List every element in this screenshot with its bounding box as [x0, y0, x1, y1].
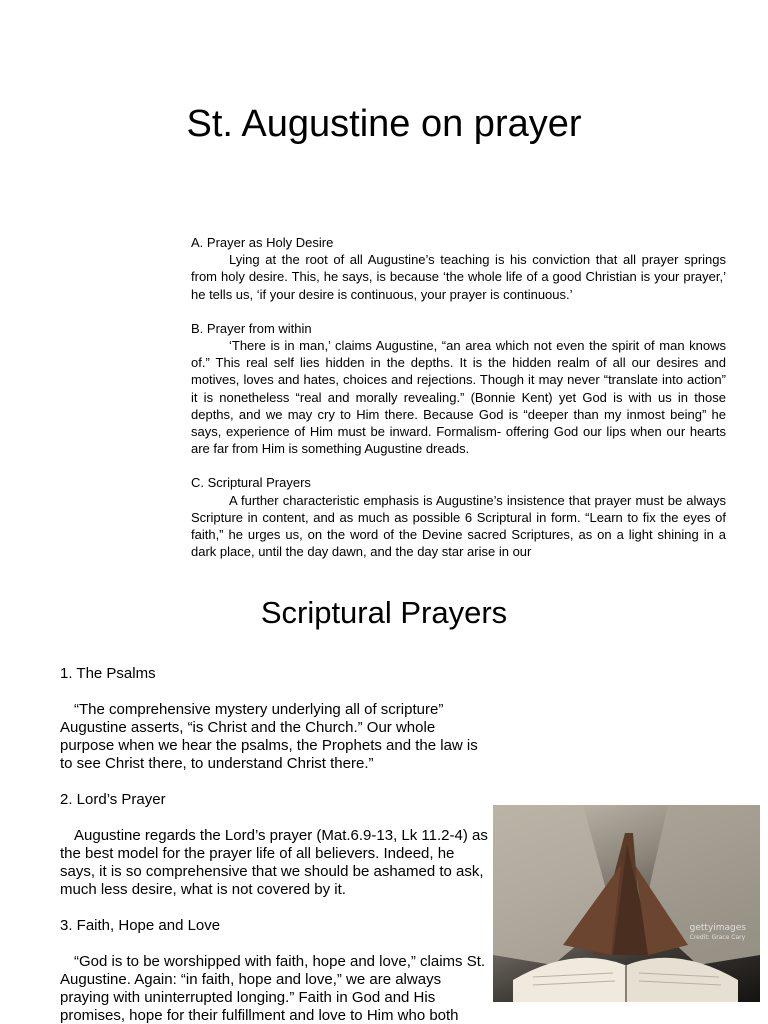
section-paragraph: Augustine regards the Lord’s prayer (Mat.6.9-13, Lk 11.2-4) as the best model for the prayer life of all believers. Indeed, he says, it is so comprehensive that we should be ashamed to ask, much less desire, what is not covered by it. — [60, 827, 488, 898]
section-heading: A. Prayer as Holy Desire — [191, 235, 334, 250]
section-heading: 1. The Psalms — [60, 665, 156, 682]
section-paragraph: ‘There is in man,’ claims Augustine, “an area which not even the spirit of man knows of.” This real self lies hidden in the depths. It is the hidden realm of all our desires and motives, loves and hates, choices and rejections. Though it may never “translate into action” it is nonetheless “real and morally revealing.” (Bonnie Kent) yet God is with us in those depths, and we may cry to Him there. Because God is “deeper than my inmost being” he says, experience of Him must be inward. Formalism- offering God our lips when our hearts are far from Him is something Augustine dreads. — [191, 338, 726, 457]
photo-watermark: gettyimages Credit: Grace Cary — [689, 923, 746, 941]
text-box — [60, 665, 490, 1024]
section-heading: 2. Lord’s Prayer — [60, 791, 166, 808]
text-box — [191, 234, 726, 576]
section-paragraph: Lying at the root of all Augustine’s teaching is his conviction that all prayer springs from holy desire. This, he says, is because ‘the whole life of a good Christian is your prayer,’ he tells us, ‘if your desire is continuous, your prayer is continuous.’ — [191, 252, 726, 302]
praying-hands-photo — [493, 805, 760, 1002]
section-heading: B. Prayer from within — [191, 320, 312, 336]
section-paragraph: A further characteristic emphasis is Augustine’s insistence that prayer must be always Scripture in content, and as much as possible 6 Scriptural in form. “Learn to fix the eyes of faith,” he urges us, on the word of the Devine sacred Scriptures, as on a light shining in a dark place, until the day dawn, and the day star arise in our — [191, 492, 726, 560]
section-title: Scriptural Prayers — [260, 595, 508, 630]
section-paragraph: “The comprehensive mystery underlying all of scripture” Augustine asserts, “is Christ and the Church.” Our whole purpose when we hear the psalms, the Prophets and the law is to see Christ there, to understand Christ there.” — [60, 701, 478, 772]
section-paragraph: “God is to be worshipped with faith, hope and love,” claims St. Augustine. Again: “in faith, hope and love,” we are always praying with uninterrupted longing.” Faith in God and His promises, hope for their fulfillment and love to Him who both — [60, 953, 486, 1024]
section-heading: 3. Faith, Hope and Love — [60, 917, 221, 934]
section-heading: C. Scriptural Prayers — [191, 475, 311, 491]
page-title: St. Augustine on prayer — [186, 103, 582, 145]
